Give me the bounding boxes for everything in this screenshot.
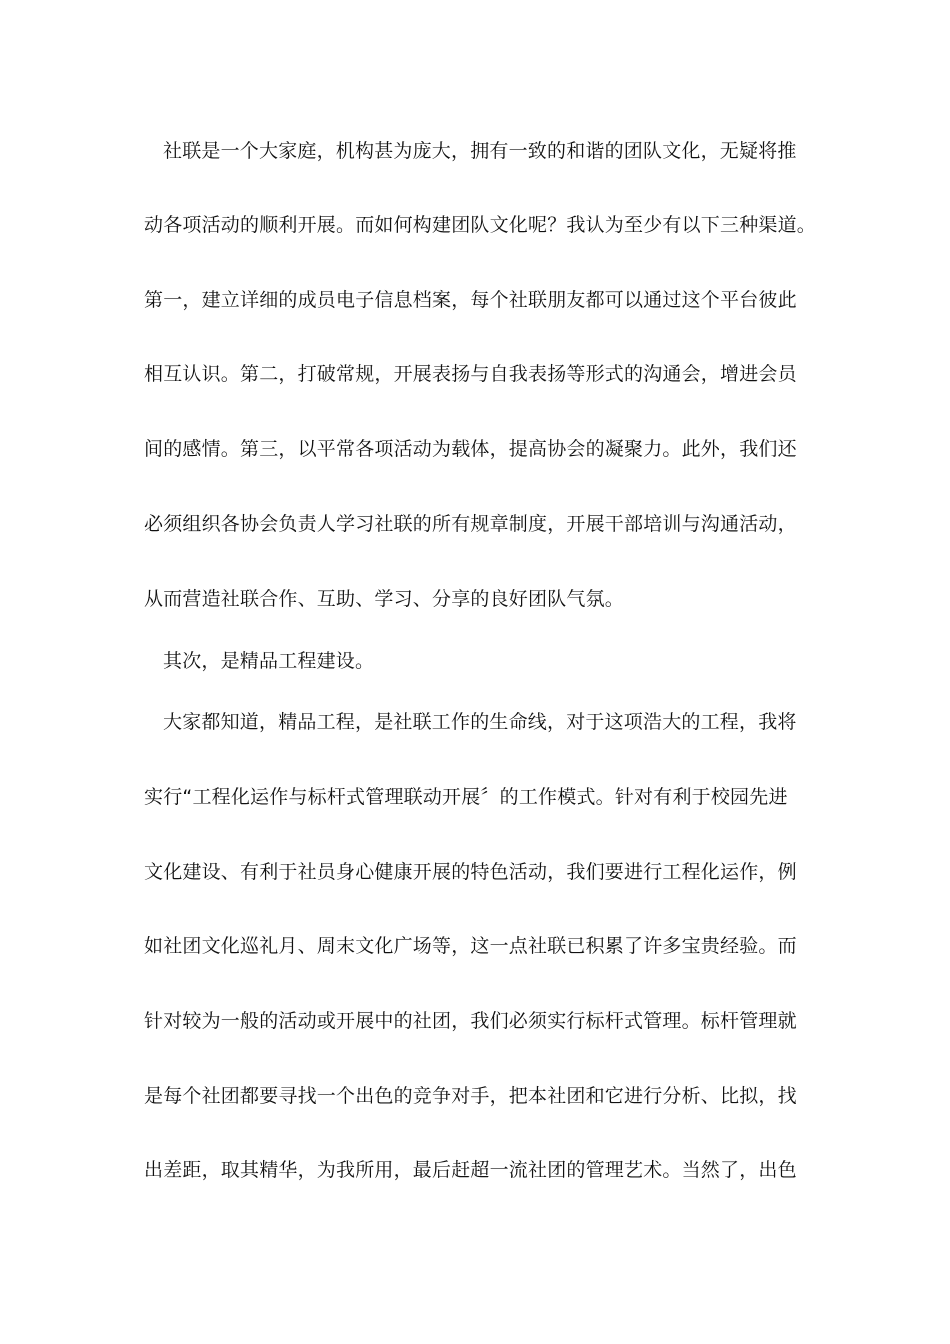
paragraph-line: 间的感情。第三，以平常各项活动为载体，提高协会的凝聚力。此外，我们还 — [144, 438, 797, 460]
paragraph-line: 文化建设、有利于社员身心健康开展的特色活动，我们要进行工程化运作，例 — [144, 861, 797, 883]
paragraph-line: 第一，建立详细的成员电子信息档案，每个社联朋友都可以通过这个平台彼此 — [144, 289, 797, 311]
paragraph-line: 实行“工程化运作与标杆式管理联动开展〞的工作模式。针对有利于校园先进 — [144, 786, 788, 808]
paragraph-line: 其次，是精品工程建设。 — [163, 650, 375, 672]
paragraph-line: 必须组织各协会负责人学习社联的所有规章制度，开展干部培训与沟通活动， — [144, 513, 797, 535]
paragraph-line: 如社团文化巡礼月、周末文化广场等，这一点社联已积累了许多宝贵经验。而 — [144, 935, 797, 957]
paragraph-line: 大家都知道，精品工程，是社联工作的生命线，对于这项浩大的工程，我将 — [163, 711, 797, 733]
paragraph-line: 动各项活动的顺利开展。而如何构建团队文化呢？我认为至少有以下三种渠道。 — [144, 214, 817, 236]
paragraph-line: 出差距，取其精华，为我所用，最后赶超一流社团的管理艺术。当然了，出色 — [144, 1159, 797, 1181]
paragraph-line: 从而营造社联合作、互助、学习、分享的良好团队气氛。 — [144, 588, 625, 610]
paragraph-line: 相互认识。第二，打破常规，开展表扬与自我表扬等形式的沟通会，增进会员 — [144, 363, 797, 385]
paragraph-line: 是每个社团都要寻找一个出色的竞争对手，把本社团和它进行分析、比拟，找 — [144, 1085, 797, 1107]
paragraph-line: 针对较为一般的活动或开展中的社团，我们必须实行标杆式管理。标杆管理就 — [144, 1010, 797, 1032]
paragraph-line: 社联是一个大家庭，机构甚为庞大，拥有一致的和谐的团队文化，无疑将推 — [163, 140, 797, 162]
